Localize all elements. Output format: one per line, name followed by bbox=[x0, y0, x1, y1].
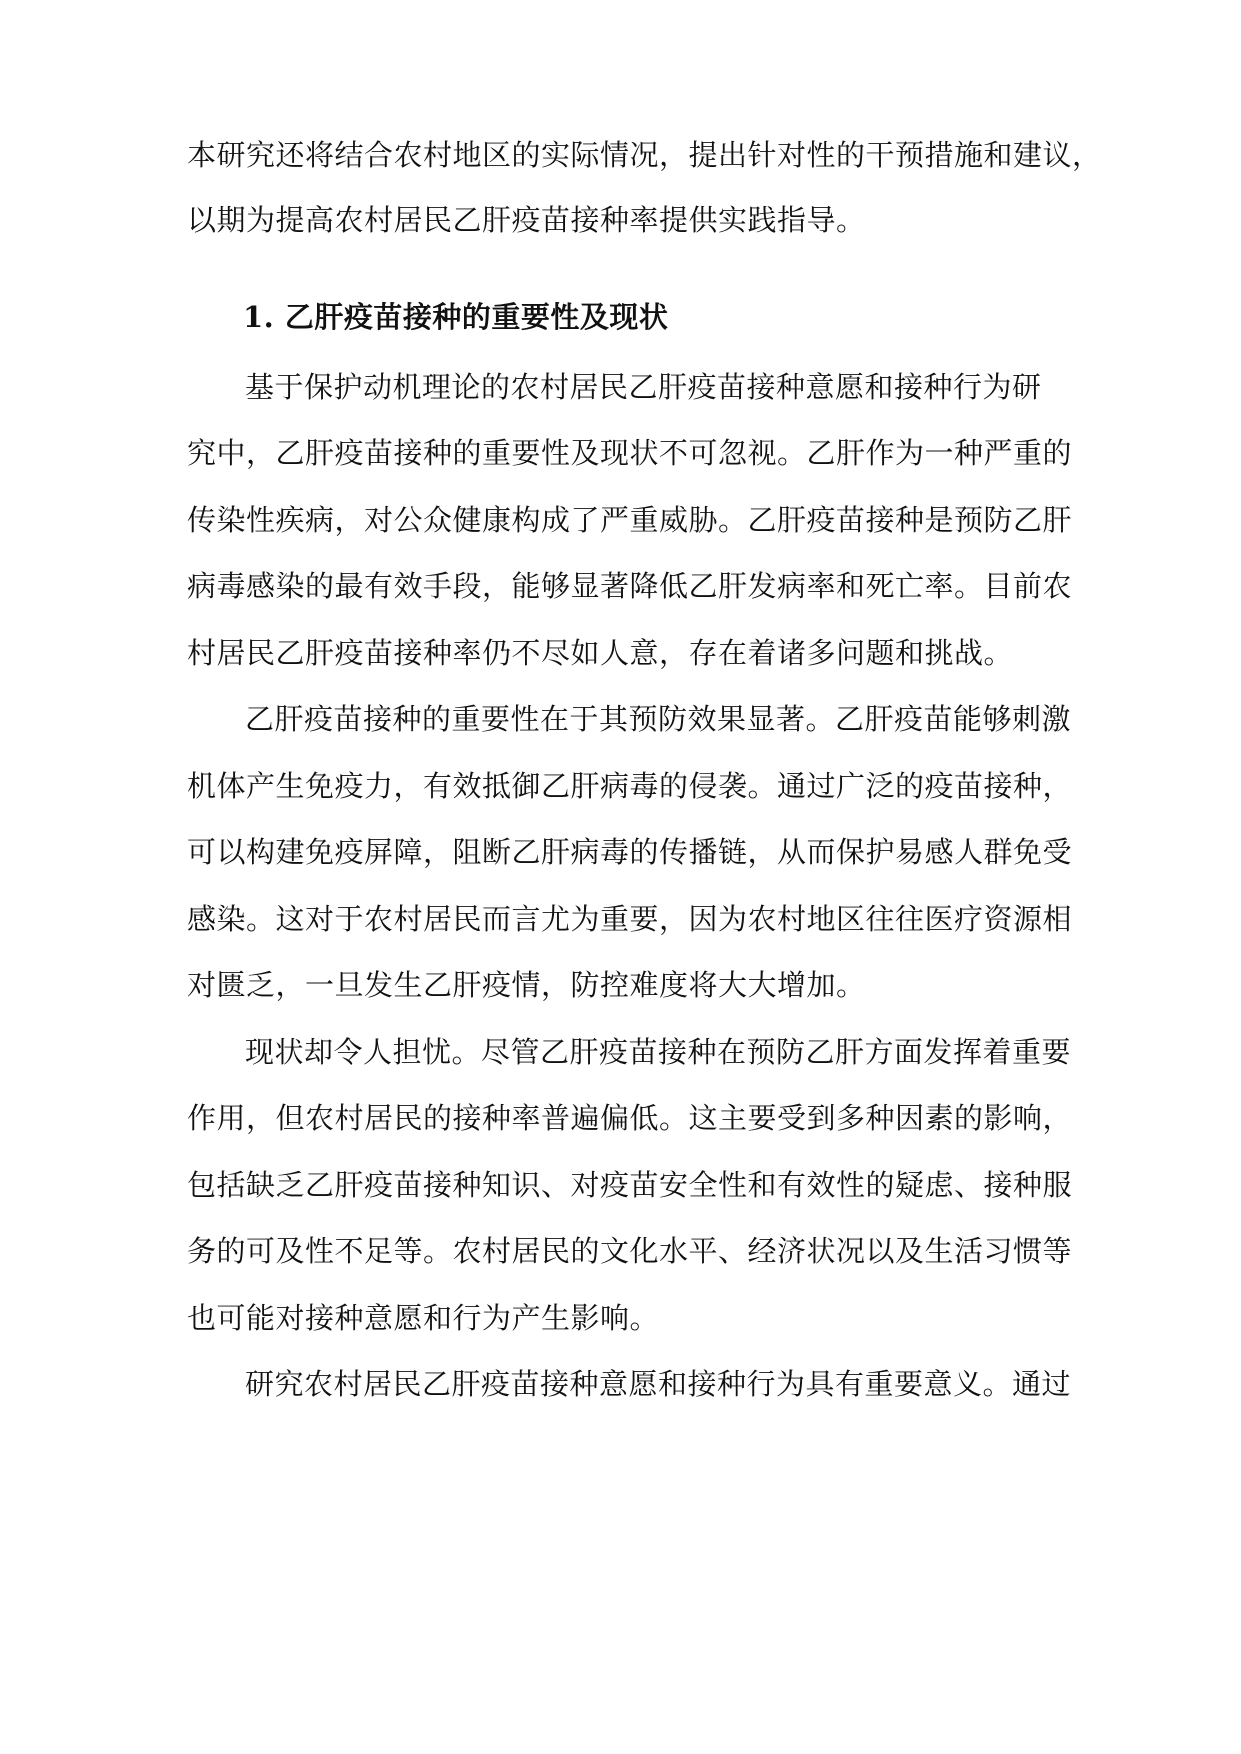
paragraph-line: 可以构建免疫屏障，阻断乙肝病毒的传播链，从而保护易感人群免受 bbox=[187, 835, 1073, 869]
intro-line: 本研究还将结合农村地区的实际情况，提出针对性的干预措施和建议， bbox=[187, 138, 1102, 172]
paragraph-line: 究中，乙肝疫苗接种的重要性及现状不可忽视。乙肝作为一种严重的 bbox=[187, 436, 1073, 470]
paragraph-line: 乙肝疫苗接种的重要性在于其预防效果显著。乙肝疫苗能够刺激 bbox=[245, 702, 1072, 736]
paragraph-line: 研究农村居民乙肝疫苗接种意愿和接种行为具有重要意义。通过 bbox=[245, 1367, 1072, 1401]
paragraph-line: 机体产生免疫力，有效抵御乙肝病毒的侵袭。通过广泛的疫苗接种， bbox=[187, 769, 1073, 803]
paragraph-line: 现状却令人担忧。尽管乙肝疫苗接种在预防乙肝方面发挥着重要 bbox=[245, 1035, 1072, 1069]
paragraph-line: 基于保护动机理论的农村居民乙肝疫苗接种意愿和接种行为研 bbox=[245, 370, 1042, 404]
paragraph-line: 也可能对接种意愿和行为产生影响。 bbox=[187, 1301, 660, 1335]
paragraph-line: 对匮乏，一旦发生乙肝疫情，防控难度将大大增加。 bbox=[187, 968, 866, 1002]
paragraph-line: 作用，但农村居民的接种率普遍偏低。这主要受到多种因素的影响， bbox=[187, 1101, 1073, 1135]
paragraph-line: 病毒感染的最有效手段，能够显著降低乙肝发病率和死亡率。目前农 bbox=[187, 569, 1073, 603]
intro-line: 以期为提高农村居民乙肝疫苗接种率提供实践指导。 bbox=[187, 203, 866, 237]
paragraph-line: 传染性疾病，对公众健康构成了严重威胁。乙肝疫苗接种是预防乙肝 bbox=[187, 503, 1073, 537]
section-heading: 1. 乙肝疫苗接种的重要性及现状 bbox=[243, 300, 669, 334]
paragraph-line: 村居民乙肝疫苗接种率仍不尽如人意，存在着诸多问题和挑战。 bbox=[187, 636, 1014, 670]
paragraph-line: 务的可及性不足等。农村居民的文化水平、经济状况以及生活习惯等 bbox=[187, 1234, 1073, 1268]
paragraph-line: 感染。这对于农村居民而言尤为重要，因为农村地区往往医疗资源相 bbox=[187, 902, 1073, 936]
paragraph-line: 包括缺乏乙肝疫苗接种知识、对疫苗安全性和有效性的疑虑、接种服 bbox=[187, 1168, 1073, 1202]
